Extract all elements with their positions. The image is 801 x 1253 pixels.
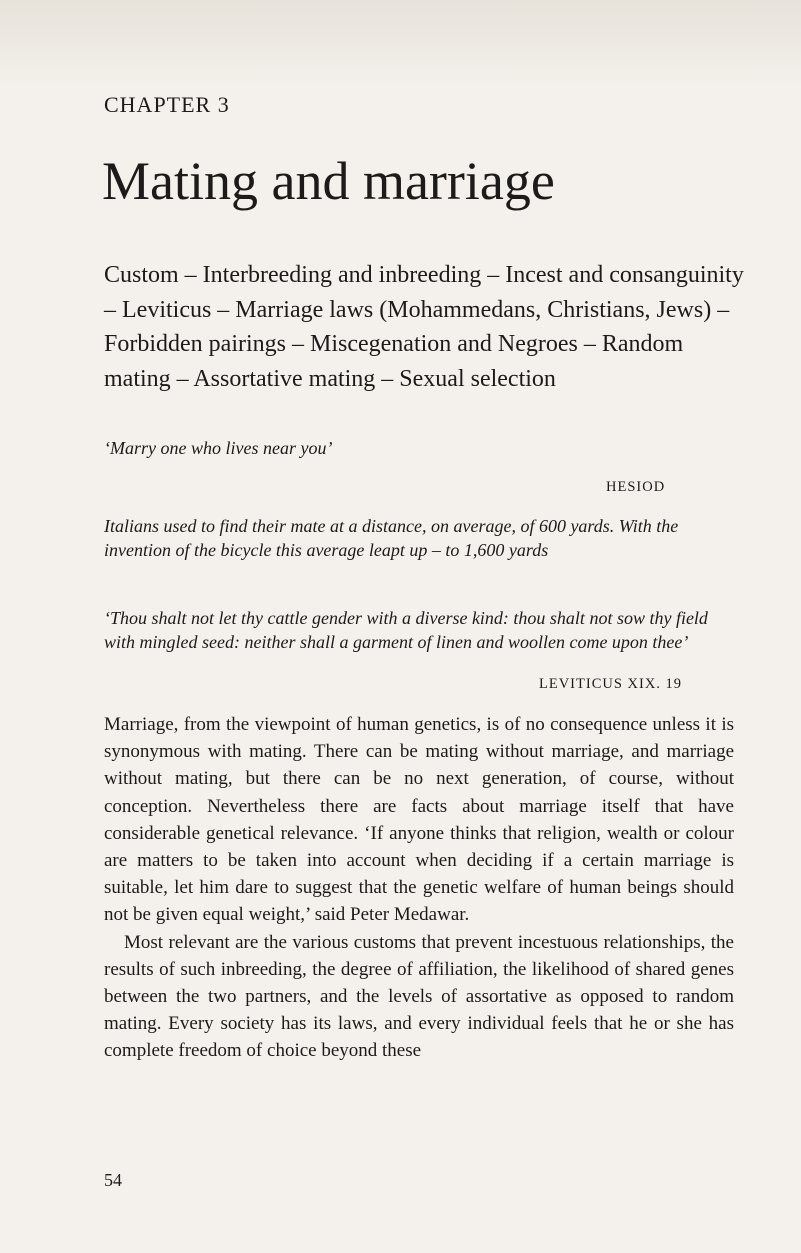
- body-paragraph: Most relevant are the various customs that prevent incestuous relationships, the results of such inbreeding, the degree of affiliation, the likelihood of shared genes between the two partners, and the levels of assortative as opposed to random mating. Every society has its laws, and every individual feels that he or she has complete freedom of choice beyond these: [104, 931, 734, 1062]
- body-paragraph: Marriage, from the viewpoint of human genetics, is of no consequence unless it is synonymous with mating. There can be mating without marriage, and marriage without mating, but there can be no next generation, of course, without conception. Nevertheless there are facts about marriage itself that have considerable genetical relevance. ‘If anyone thinks that religion, wealth or colour are matters to be taken into account when deciding if a certain marriage is suitable, let him dare to suggest that the genetic welfare of human beings should not be given equal weight,’ said Peter Medawar.: [104, 714, 734, 926]
- chapter-label: CHAPTER 3: [104, 92, 230, 117]
- page-number: 54: [104, 1170, 122, 1190]
- epigraph-attribution-leviticus: LEVITICUS XIX. 19: [539, 676, 683, 692]
- chapter-summary: Custom – Interbreeding and inbreeding – Incest and consanguinity – Leviticus – Marriage laws (Mohammedans, Christians, Jews) – Forbidden pairings – Miscegenation and Negroes – Random mating – Assortative mating – Sexual selection: [104, 262, 744, 392]
- epigraph-attribution-hesiod: HESIOD: [606, 479, 666, 495]
- chapter-title: Mating and marriage: [102, 151, 555, 211]
- epigraph-leviticus: ‘Thou shalt not let thy cattle gender with a diverse kind: thou shalt not sow thy field with mingled seed: neither shall a garment of linen and woollen come upon thee’: [104, 608, 708, 652]
- epigraph-italians: Italians used to find their mate at a distance, on average, of 600 yards. With the invention of the bicycle this average leapt up – to 1,600 yards: [104, 516, 679, 560]
- epigraph-hesiod: ‘Marry one who lives near you’: [104, 438, 333, 458]
- page-shadow: [0, 0, 801, 90]
- body-text: [104, 711, 734, 1065]
